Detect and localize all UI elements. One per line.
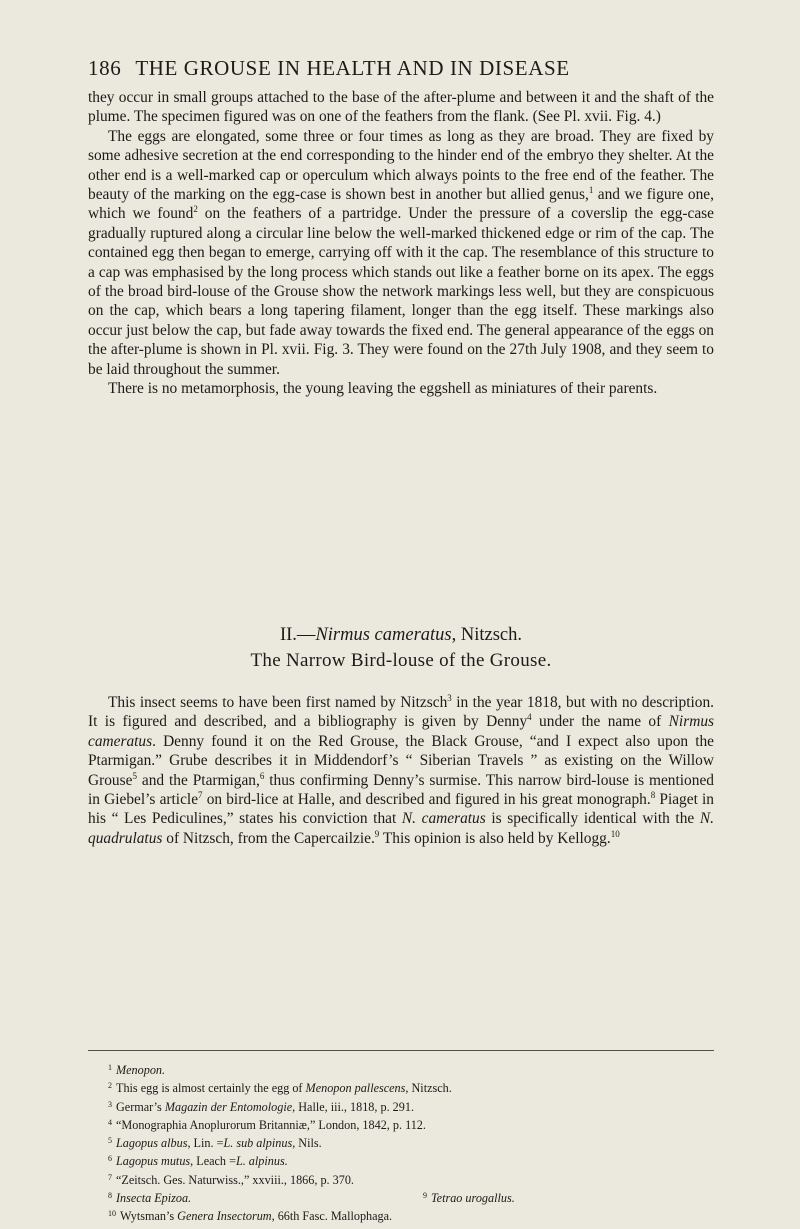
- footnote-7: $^7$ “Zeitsch. Ges. Naturwiss.,” xxviii., 1866, p. 370.: [108, 1172, 354, 1187]
- page-number: 186: [88, 56, 122, 80]
- footnote-ref-9: 9: [374, 828, 380, 839]
- footnote-ref-3: 3: [447, 693, 452, 703]
- footnote-4: $^4$ “Monographia Anoplurorum Britanniæ,” London, 1842, p. 112.: [108, 1117, 426, 1132]
- footnote-1: $^1$ Menopon.: [108, 1063, 166, 1077]
- footnote-ref-5: 5: [132, 770, 137, 781]
- running-header: [88, 56, 570, 81]
- footnote-10: $^{10}$ Wytsman’s Genera Insectorum, 66th Fasc. Mallophaga.: [108, 1209, 393, 1224]
- section-title: II.—Nirmus cameratus, Nitzsch.: [279, 625, 523, 645]
- footnote-6: $^6$ Lagopus mutus, Leach =L. alpinus.: [108, 1154, 288, 1169]
- running-title: THE GROUSE IN HEALTH AND IN DISEASE: [135, 56, 570, 80]
- footnote-ref-10: 10: [610, 828, 620, 839]
- footnote-3: $^3$ Germar’s Magazin der Entomologie, Halle, iii., 1818, p. 291.: [108, 1099, 415, 1114]
- paragraph-nirmus: This insect seems to have been first named by Nitzsch$^3$ in the year 1818, but with no description. It is figured and described, and a bibliography is given by Denny$^4$ under the name of Nirmus cameratus. Denny found it on the Red Grouse, the Black Grouse, “and I expect also upon the Ptarmigan.” Grube describes it in Middendorf’s “ Siberian Travels ” as existing on the Willow Grouse$^5$ and the Ptarmigan,$^6$ thus confirming Denny’s surmise. This narrow bird-louse is mentioned in Giebel’s article$^7$ on bird-lice at Halle, and described and figured in his great monograph.$^8$ Piaget in his “ Les Pediculines,” states his conviction that N. cameratus is specifically identical with the N. quadrulatus of Nitzsch, from the Capercailzie.$^9$ This opinion is also held by Kellogg.$^{10}$: [88, 693, 715, 847]
- footnotes: [108, 1060, 714, 1225]
- footnote-9: $^9$ Tetrao urogallus.: [423, 1191, 515, 1206]
- paragraph-eggs: The eggs are elongated, some three or four times as long as they are broad. They are fixed by some adhesive secretion at the end corresponding to the hinder end of the embryo they shelter. At the other end is a well-marked cap or operculum which always points to the free end of the feather. The beauty of the marking on the egg-case is shown best in another but allied genus,$^1$ and we figure one, which we found$^2$ on the feathers of a partridge. Under the pressure of a coverslip the egg-case gradually ruptured along a circular line below the well-marked thickened edge or rim of the cap. The contained egg then began to emerge, carrying off with it the cap. The resemblance of this structure to a cap was emphasised by the long process which stands out like a feather borne on its apex. The eggs of the broad bird-louse of the Grouse show the network markings less well, but they are conspicuous on the cap, which bears a long tapering filament, longer than the egg itself. These markings also occur just below the cap, but fade away towards the fixed end. The general appearance of the eggs on the after-plume is shown in Pl. xvii. Fig. 3. They were found on the 27th July 1908, and they seem to be laid throughout the summer.: [88, 127, 714, 378]
- footnote-ref-8: 8: [650, 790, 656, 801]
- footnote-ref-1: 1: [588, 185, 594, 196]
- footnote-5: $^5$ Lagopus albus, Lin. =L. sub alpinus, Nils.: [108, 1136, 322, 1151]
- footnote-ref-7: 7: [198, 790, 203, 801]
- footnote-divider: [88, 1050, 714, 1051]
- footnote-ref-6: 6: [259, 770, 265, 781]
- footnote-ref-4: 4: [527, 712, 532, 723]
- footnote-8-9: [108, 1188, 714, 1206]
- footnote-2: $^2$ This egg is almost certainly the egg of Menopon pallescens, Nitzsch.: [108, 1081, 452, 1096]
- section-subtitle: The Narrow Bird-louse of the Grouse.: [250, 650, 552, 671]
- body-text-upper: [88, 88, 714, 399]
- footnote-ref-2: 2: [193, 204, 198, 215]
- paragraph-metamorphosis: There is no metamorphosis, the young leaving the eggshell as miniatures of their parents.: [108, 380, 658, 398]
- species-name: Nirmus cameratus: [315, 625, 452, 645]
- footnote-8: $^8$ Insecta Epizoa.: [108, 1191, 192, 1206]
- body-text-lower: [88, 693, 714, 848]
- paragraph-continued: they occur in small groups attached to the base of the after-plume and between it and the shaft of the plume. The specimen figured was on one of the feathers from the flank. (See Pl. xvii. Fig. 4.): [88, 89, 714, 126]
